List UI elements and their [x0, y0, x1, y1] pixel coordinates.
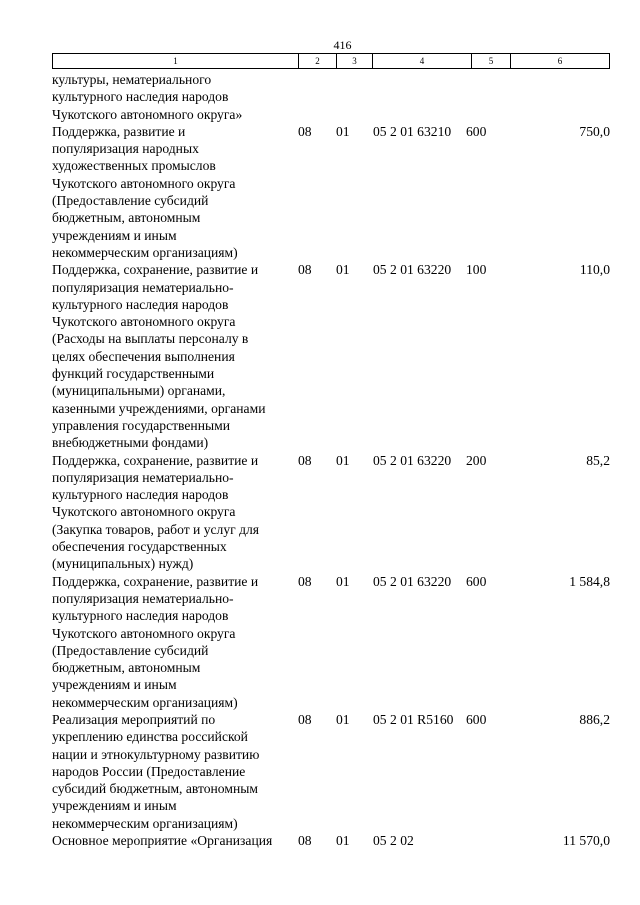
row-description: Реализация мероприятий по укреплению единства российской нации и этнокультурному развитию народов России (Предоставление субсидий бюджетным, автономным учреждениям и иным некоммерческим организациям) — [52, 711, 260, 831]
table-row — [52, 573, 612, 711]
row-target-article: 05 2 01 63220 — [373, 452, 452, 468]
budget-table-body — [52, 71, 612, 849]
page-number: 416 — [333, 38, 352, 52]
row-amount: 110,0 — [579, 262, 610, 278]
row-subsection-code: 01 — [336, 833, 350, 849]
row-expense-type: 200 — [466, 452, 487, 468]
row-target-article: 05 2 01 R5160 — [373, 711, 454, 727]
column-header-1: 1 — [53, 54, 299, 69]
row-description: Поддержка, сохранение, развитие и популяризация нематериально- культурного наследия народов Чукотского автономного округа (Расходы на выплаты персоналу в целях обеспечения выполнения функций государственными (муниципальными) органами, казенными учреждениями, органами управления государственными внебюджетными фондами) — [52, 262, 266, 451]
row-amount: 85,2 — [586, 452, 610, 468]
row-target-article: 05 2 02 — [373, 833, 414, 849]
column-header-3: 3 — [337, 54, 373, 69]
row-amount: 1 584,8 — [569, 573, 610, 589]
row-subsection-code: 01 — [336, 573, 350, 589]
table-row — [52, 452, 612, 573]
table-row — [52, 711, 612, 832]
row-section-code: 08 — [298, 833, 312, 849]
row-subsection-code: 01 — [336, 711, 350, 727]
column-header-6: 6 — [511, 54, 610, 69]
table-row — [52, 123, 612, 261]
row-section-code: 08 — [298, 452, 312, 468]
row-target-article: 05 2 01 63210 — [373, 123, 452, 139]
row-subsection-code: 01 — [336, 452, 350, 468]
row-description: Поддержка, сохранение, развитие и популяризация нематериально- культурного наследия народов Чукотского автономного округа (Предоставление субсидий бюджетным, автономным учреждениям и иным некоммерческим организациям) — [52, 573, 259, 710]
row-section-code: 08 — [298, 123, 312, 139]
column-header-row — [52, 53, 610, 69]
row-section-code: 08 — [298, 711, 312, 727]
row-expense-type: 100 — [466, 262, 487, 278]
row-target-article: 05 2 01 63220 — [373, 573, 452, 589]
row-section-code: 08 — [298, 573, 312, 589]
row-amount: 886,2 — [579, 711, 610, 727]
column-header-2: 2 — [299, 54, 337, 69]
column-header-5: 5 — [472, 54, 511, 69]
row-description: культуры, нематериального культурного наследия народов Чукотского автономного округа» — [52, 72, 243, 122]
row-section-code: 08 — [298, 262, 312, 278]
row-description: Поддержка, развитие и популяризация народных художественных промыслов Чукотского автономного округа (Предоставление субсидий бюджетным, автономным учреждениям и иным некоммерческим организациям) — [52, 123, 238, 260]
row-expense-type: 600 — [466, 711, 487, 727]
row-subsection-code: 01 — [336, 262, 350, 278]
row-description: Основное мероприятие «Организация — [52, 833, 273, 849]
table-row — [52, 261, 612, 451]
row-target-article: 05 2 01 63220 — [373, 262, 452, 278]
row-expense-type: 600 — [466, 573, 487, 589]
table-row — [52, 832, 612, 849]
row-amount: 11 570,0 — [562, 833, 610, 849]
column-header-4: 4 — [373, 54, 472, 69]
row-expense-type: 600 — [466, 123, 487, 139]
row-subsection-code: 01 — [336, 123, 350, 139]
table-row — [52, 71, 612, 123]
row-description: Поддержка, сохранение, развитие и популяризация нематериально- культурного наследия народов Чукотского автономного округа (Закупка товаров, работ и услуг для обеспечения государственных (муниципальных) нужд) — [52, 452, 260, 572]
row-amount: 750,0 — [579, 123, 610, 139]
